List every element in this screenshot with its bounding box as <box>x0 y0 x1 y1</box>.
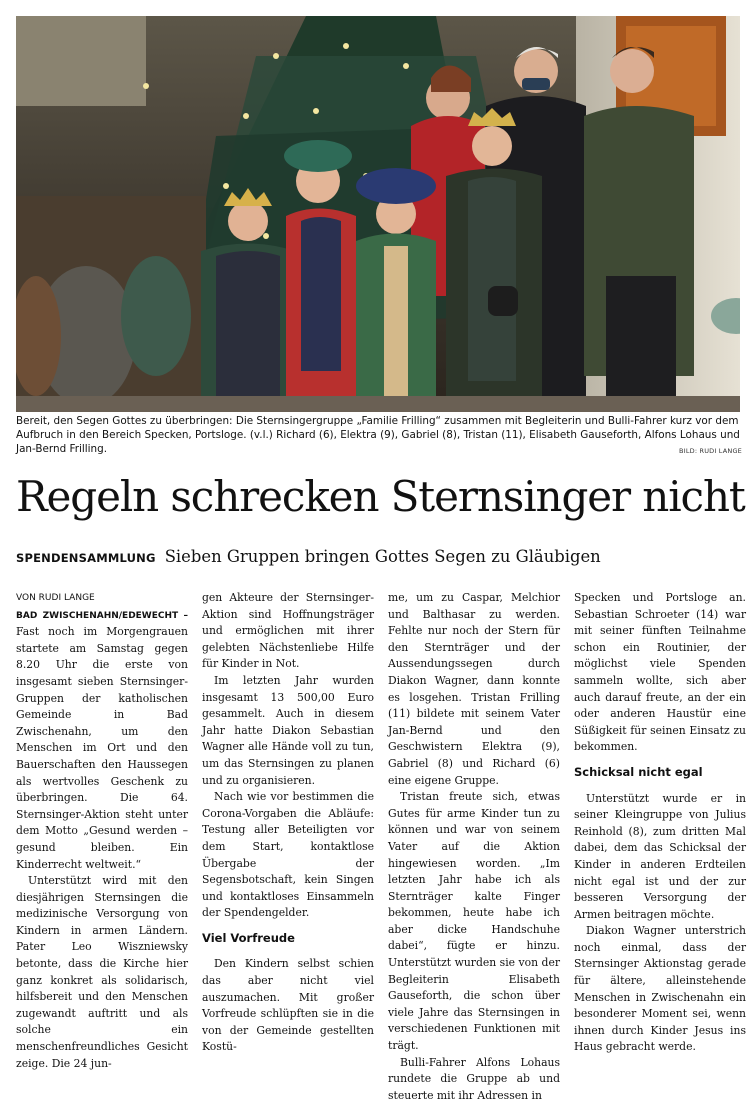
byline: VON RUDI LANGE <box>16 593 95 603</box>
paragraph: me, um zu Caspar, Melchior und Balthasar zu werden. Fehlte nur noch der Stern für den Sternträger und der Aussendungssegen durch Diakon Wagner, dann konnte es losgehen. Tristan Frilling (11) bildete mit seinem Vater Jan-Bernd und den Geschwistern Elektra (9), Gabriel (8) und Richard (6) eine eigene Gruppe. <box>388 591 560 787</box>
article-column-3 <box>388 590 560 1104</box>
paragraph <box>16 607 188 874</box>
paragraph: Diakon Wagner unterstrich noch einmal, dass der Sternsinger Aktionstag gerade für ältere, alleinstehende Menschen in Zwischenahn ein besonderer Moment sei, wenn ihnen durch Kinder Jesus ins Haus gebracht werde. <box>574 924 746 1054</box>
paragraph: Bulli-Fahrer Alfons Lohaus rundete die Gruppe ab und steuerte mit ihr Adressen in <box>388 1055 560 1102</box>
paragraph: Im letzten Jahr wurden insgesamt 13 500,00 Euro gesammelt. Auch in diesem Jahr hatte Diakon Sebastian Wagner alle Hände voll zu tun, um das Sternsingen zu planen und zu organisieren. <box>202 673 374 787</box>
article-column-2 <box>202 590 374 1056</box>
subheading: Viel Vorfreude <box>202 930 295 945</box>
article-subline <box>16 547 601 566</box>
article-column-1 <box>16 590 188 1072</box>
photo-caption: Bereit, den Segen Gottes zu überbringen: Die Sternsingergruppe „Familie Frilling“ zusammen mit Begleiterin und Bulli-Fahrer kurz vor dem Aufbruch in den Bereich Specken, Portsloge. (v.l.) Richard (6), Elektra (9), Gabriel (8), Tristan (11), Elisabeth Gauseforth, Alfons Lohaus und Jan-Bernd Frilling. <box>16 415 740 455</box>
paragraph: Tristan freute sich, etwas Gutes für arme Kinder tun zu können und war von seinem Vater auf die Aktion hingewiesen worden. „Im letzten Jahr habe ich als Sternträger kalte Finger bekommen, heute habe ich aber dicke Handschuhe dabei“, fügte er hinzu. Unterstützt wurden sie von der Begleiterin Elisabeth Gauseforth, die schon über viele Jahre das Sternsingen in verschiedenen Funktionen mit trägt. <box>388 790 560 1053</box>
nativity-scene-photo <box>16 16 740 412</box>
photo-credit: BILD: RUDI LANGE <box>679 447 742 455</box>
article-photo <box>16 16 740 412</box>
paragraph-text: Fast noch im Morgengrauen startete am Samstag gegen 8.20 Uhr die erste von insgesamt sieben Sternsinger-Gruppen der katholischen Gemeinde in Bad Zwischenahn, um den Menschen im Ort und den Bauerschaften den Haussegen als wertvolles Geschenk zu überbringen. Die 64. Sternsinger-Aktion steht unter dem Motto „Gesund werden – gesund bleiben. Ein Kinderrecht weltweit.“ <box>16 625 188 871</box>
article-headline: Regeln schrecken Sternsinger nicht <box>16 472 745 521</box>
paragraph: Nach wie vor bestimmen die Corona-Vorgaben die Abläufe: Testung aller Beteiligten vor dem Start, kontaktlose Übergabe der Segensbotschaft, kein Singen und kontaktloses Einsammeln der Spendengelder. <box>202 790 374 920</box>
subheadline: Sieben Gruppen bringen Gottes Segen zu Gläubigen <box>164 547 601 566</box>
paragraph: Den Kindern selbst schien das aber nicht viel auszumachen. Mit großer Vorfreude schlüpften sie in die von der Gemeinde gestellten Kostü- <box>202 957 374 1054</box>
dateline: BAD ZWISCHENAHN/EDEWECHT – <box>16 610 188 621</box>
paragraph: Unterstützt wurde er in seiner Kleingruppe von Julius Reinhold (8), zum dritten Mal dabei, dem das Schicksal der Kinder in anderen Erdteilen nicht egal ist und der zur besseren Versorgung der Armen beitragen möchte. <box>574 791 746 921</box>
paragraph: Unterstützt wird mit den diesjährigen Sternsingen die medizinische Versorgung von Kindern in armen Ländern. Pater Leo Wiszniewsky betonte, dass die Kirche hier ganz konkret als solidarisch, hilfsbereit und den Menschen zugewandt auftritt und als solche ein menschenfreundliches Gesicht zeige. Die 24 jun- <box>16 874 188 1070</box>
paragraph: gen Akteure der Sternsinger-Aktion sind Hoffnungsträger und ermöglichen mit ihrer gelebten Nächstenliebe Hilfe für Kinder in Not. <box>202 591 374 671</box>
kicker: SPENDENSAMMLUNG <box>16 551 156 565</box>
subheading: Schicksal nicht egal <box>574 764 703 779</box>
article-column-4 <box>574 590 746 1056</box>
paragraph: Specken und Portsloge an. Sebastian Schroeter (14) war mit seiner fünften Teilnahme schon ein Routinier, der möglichst viele Spenden sammeln wollte, sich aber auch darauf freute, an der ein oder anderen Haustür eine Süßigkeit für seinen Einsatz zu bekommen. <box>574 591 746 754</box>
